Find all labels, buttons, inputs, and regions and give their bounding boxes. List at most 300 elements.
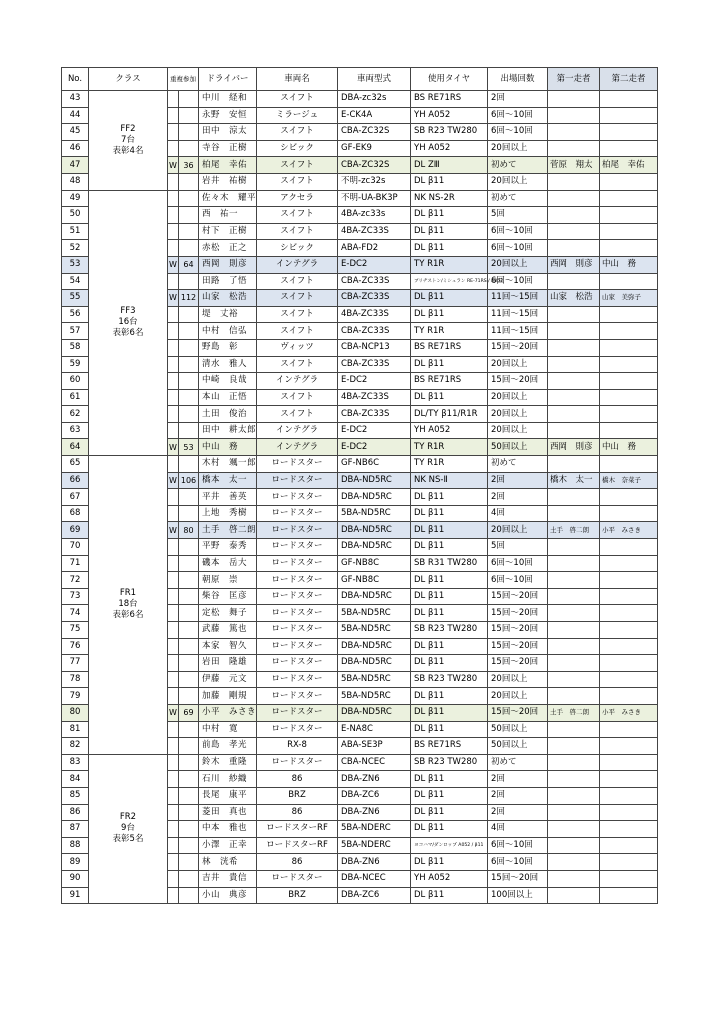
duplicate-number: 53 — [179, 439, 199, 456]
driver-name: 赤松 正之 — [199, 240, 257, 257]
car-model: CBA-NCEC — [338, 754, 411, 771]
car-model: DBA-ZC6 — [338, 787, 411, 804]
header-duplicate-entry: 重複参加 — [168, 68, 199, 91]
second-driver — [600, 655, 658, 672]
car-name: ロードスター — [257, 704, 338, 721]
entry-count: 15回～20回 — [488, 638, 548, 655]
duplicate-flag — [168, 190, 179, 207]
first-driver — [548, 456, 600, 473]
car-name: アクセラ — [257, 190, 338, 207]
row-number: 43 — [62, 91, 89, 108]
driver-name: 岩田 隆雄 — [199, 655, 257, 672]
driver-name: 中本 雅也 — [199, 821, 257, 838]
duplicate-flag — [168, 107, 179, 124]
row-number: 73 — [62, 588, 89, 605]
duplicate-number — [179, 207, 199, 224]
car-model: ABA-FD2 — [338, 240, 411, 257]
entry-count: 20回以上 — [488, 422, 548, 439]
tire: TY R1R — [411, 323, 488, 340]
driver-name: 山家 松浩 — [199, 290, 257, 307]
row-number: 66 — [62, 472, 89, 489]
duplicate-flag: W — [168, 256, 179, 273]
driver-name: 田中 耕太郎 — [199, 422, 257, 439]
entry-count: 5回 — [488, 207, 548, 224]
duplicate-flag — [168, 389, 179, 406]
driver-name: 柴谷 匡彦 — [199, 588, 257, 605]
duplicate-flag: W — [168, 290, 179, 307]
car-model: DBA-ND5RC — [338, 489, 411, 506]
duplicate-flag — [168, 622, 179, 639]
entry-count: 20回以上 — [488, 140, 548, 157]
duplicate-number: 36 — [179, 157, 199, 174]
duplicate-flag: W — [168, 472, 179, 489]
row-number: 75 — [62, 622, 89, 639]
first-driver — [548, 655, 600, 672]
duplicate-number — [179, 91, 199, 108]
row-number: 80 — [62, 704, 89, 721]
duplicate-flag — [168, 837, 179, 854]
tire: DL β11 — [411, 605, 488, 622]
class-label-line: FF3 — [120, 306, 136, 317]
car-name: ミラージュ — [257, 107, 338, 124]
tire: DL β11 — [411, 539, 488, 556]
row-number: 68 — [62, 505, 89, 522]
second-driver: 小平 みさき — [600, 704, 658, 721]
duplicate-flag — [168, 754, 179, 771]
duplicate-number — [179, 124, 199, 141]
first-driver: 土手 啓二朗 — [548, 522, 600, 539]
car-name: 86 — [257, 804, 338, 821]
tire: DL β11 — [411, 887, 488, 904]
car-model: CBA-ZC33S — [338, 273, 411, 290]
first-driver — [548, 223, 600, 240]
row-number: 44 — [62, 107, 89, 124]
car-model: 4BA-ZC33S — [338, 389, 411, 406]
first-driver — [548, 821, 600, 838]
car-name: BRZ — [257, 887, 338, 904]
driver-name: 小澤 正幸 — [199, 837, 257, 854]
entry-count: 6回～10回 — [488, 223, 548, 240]
row-number: 64 — [62, 439, 89, 456]
entry-count: 15回～20回 — [488, 870, 548, 887]
entry-count: 6回～10回 — [488, 273, 548, 290]
first-driver — [548, 124, 600, 141]
entry-count: 4回 — [488, 821, 548, 838]
car-model: DBA-ZN6 — [338, 771, 411, 788]
duplicate-number: 112 — [179, 290, 199, 307]
duplicate-flag — [168, 721, 179, 738]
row-number: 76 — [62, 638, 89, 655]
header-tire: 使用タイヤ — [411, 68, 488, 91]
car-model: GF-NB8C — [338, 555, 411, 572]
tire: BS RE71RS — [411, 339, 488, 356]
header-car-model: 車両型式 — [338, 68, 411, 91]
driver-name: 中村 信弘 — [199, 323, 257, 340]
car-name: ロードスター — [257, 622, 338, 639]
car-name: シビック — [257, 140, 338, 157]
second-driver — [600, 173, 658, 190]
car-name: スイフト — [257, 290, 338, 307]
car-model: DBA-ND5RC — [338, 588, 411, 605]
tire: SB R23 TW280 — [411, 671, 488, 688]
tire: DL ZⅢ — [411, 157, 488, 174]
car-model: DBA-ND5RC — [338, 704, 411, 721]
car-name: スイフト — [257, 124, 338, 141]
entry-count: 2回 — [488, 787, 548, 804]
second-driver — [600, 787, 658, 804]
first-driver — [548, 605, 600, 622]
tire: DL β11 — [411, 787, 488, 804]
entry-count: 15回～20回 — [488, 704, 548, 721]
header-entry-count: 出場回数 — [488, 68, 548, 91]
driver-name: 本家 智久 — [199, 638, 257, 655]
driver-name: 伊藤 元文 — [199, 671, 257, 688]
header-no: No. — [62, 68, 89, 91]
duplicate-number — [179, 273, 199, 290]
second-driver — [600, 323, 658, 340]
car-model: E-DC2 — [338, 439, 411, 456]
entry-count: 20回以上 — [488, 389, 548, 406]
row-number: 55 — [62, 290, 89, 307]
first-driver — [548, 539, 600, 556]
car-name: スイフト — [257, 306, 338, 323]
second-driver — [600, 721, 658, 738]
first-driver — [548, 638, 600, 655]
entry-count: 100回以上 — [488, 887, 548, 904]
header-car-name: 車両名 — [257, 68, 338, 91]
class-label-line: FR2 — [119, 812, 137, 823]
second-driver — [600, 638, 658, 655]
table-row — [62, 456, 658, 473]
first-driver — [548, 373, 600, 390]
first-driver — [548, 804, 600, 821]
tire: DL β11 — [411, 821, 488, 838]
car-model: E-DC2 — [338, 256, 411, 273]
duplicate-number — [179, 389, 199, 406]
car-model: DBA-ZC6 — [338, 887, 411, 904]
duplicate-flag — [168, 671, 179, 688]
row-number: 51 — [62, 223, 89, 240]
row-number: 63 — [62, 422, 89, 439]
first-driver — [548, 306, 600, 323]
duplicate-flag — [168, 207, 179, 224]
second-driver — [600, 124, 658, 141]
driver-name: 中村 寛 — [199, 721, 257, 738]
row-number: 71 — [62, 555, 89, 572]
duplicate-number — [179, 854, 199, 871]
header-driver: ドライバー — [199, 68, 257, 91]
second-driver: 中山 務 — [600, 439, 658, 456]
duplicate-flag — [168, 688, 179, 705]
duplicate-flag — [168, 738, 179, 755]
second-driver — [600, 373, 658, 390]
first-driver: 西岡 則彦 — [548, 256, 600, 273]
car-name: ロードスター — [257, 539, 338, 556]
tire: YH A052 — [411, 422, 488, 439]
driver-name: 村下 正樹 — [199, 223, 257, 240]
driver-name: 佐々木 耀平 — [199, 190, 257, 207]
first-driver — [548, 572, 600, 589]
duplicate-number — [179, 688, 199, 705]
duplicate-number — [179, 588, 199, 605]
duplicate-flag — [168, 124, 179, 141]
duplicate-flag — [168, 273, 179, 290]
car-name: インテグラ — [257, 373, 338, 390]
row-number: 52 — [62, 240, 89, 257]
duplicate-number — [179, 821, 199, 838]
car-model: DBA-ND5RC — [338, 522, 411, 539]
car-model: E-DC2 — [338, 373, 411, 390]
duplicate-number — [179, 356, 199, 373]
car-name: ヴィッツ — [257, 339, 338, 356]
row-number: 67 — [62, 489, 89, 506]
row-number: 54 — [62, 273, 89, 290]
car-name: ロードスター — [257, 505, 338, 522]
duplicate-flag — [168, 140, 179, 157]
duplicate-flag — [168, 489, 179, 506]
second-driver — [600, 91, 658, 108]
car-name: ロードスター — [257, 688, 338, 705]
driver-name: 田路 了悟 — [199, 273, 257, 290]
class-label-line: 表彰6名 — [112, 328, 144, 339]
row-number: 57 — [62, 323, 89, 340]
entry-count: 初めて — [488, 190, 548, 207]
row-number: 86 — [62, 804, 89, 821]
entry-count: 2回 — [488, 804, 548, 821]
duplicate-number — [179, 622, 199, 639]
car-model: 不明-zc32s — [338, 173, 411, 190]
row-number: 70 — [62, 539, 89, 556]
entry-count: 2回 — [488, 472, 548, 489]
car-name: シビック — [257, 240, 338, 257]
tire: ヨコハマ/ダンロップ A052 / β11 — [411, 837, 488, 854]
class-label-line: 9台 — [121, 823, 135, 834]
car-name: スイフト — [257, 207, 338, 224]
car-name: スイフト — [257, 356, 338, 373]
second-driver — [600, 190, 658, 207]
entry-count: 6回～10回 — [488, 124, 548, 141]
entry-count: 50回以上 — [488, 439, 548, 456]
row-number: 53 — [62, 256, 89, 273]
row-number: 82 — [62, 738, 89, 755]
car-name: ロードスター — [257, 721, 338, 738]
entry-count: 15回～20回 — [488, 373, 548, 390]
tire: BS RE71RS — [411, 738, 488, 755]
tire: DL β11 — [411, 638, 488, 655]
duplicate-number — [179, 655, 199, 672]
tire: NK NS-2R — [411, 190, 488, 207]
car-name: ロードスター — [257, 572, 338, 589]
duplicate-number — [179, 754, 199, 771]
duplicate-flag — [168, 373, 179, 390]
car-model: 5BA-ND5RC — [338, 622, 411, 639]
row-number: 79 — [62, 688, 89, 705]
entry-count: 4回 — [488, 505, 548, 522]
driver-name: 平野 泰秀 — [199, 539, 257, 556]
car-name: ロードスター — [257, 605, 338, 622]
class-label-line: 7台 — [121, 134, 135, 145]
second-driver — [600, 771, 658, 788]
car-model: 4BA-ZC33S — [338, 223, 411, 240]
entry-count: 11回～15回 — [488, 306, 548, 323]
duplicate-number — [179, 638, 199, 655]
car-model: ABA-SE3P — [338, 738, 411, 755]
tire: DL β11 — [411, 771, 488, 788]
entry-count: 2回 — [488, 771, 548, 788]
duplicate-number — [179, 240, 199, 257]
tire: DL β11 — [411, 223, 488, 240]
driver-name: 野島 彰 — [199, 339, 257, 356]
tire: DL/TY β11/R1R — [411, 406, 488, 423]
first-driver — [548, 854, 600, 871]
first-driver — [548, 323, 600, 340]
entry-count: 6回～10回 — [488, 107, 548, 124]
driver-name: 堤 丈裕 — [199, 306, 257, 323]
entry-count: 20回以上 — [488, 356, 548, 373]
row-number: 60 — [62, 373, 89, 390]
entry-count: 初めて — [488, 754, 548, 771]
first-driver: 菅原 翔太 — [548, 157, 600, 174]
entry-list-table — [61, 67, 658, 904]
duplicate-number — [179, 671, 199, 688]
entry-count: 初めて — [488, 157, 548, 174]
row-number: 88 — [62, 837, 89, 854]
first-driver — [548, 555, 600, 572]
tire: TY R1R — [411, 439, 488, 456]
first-driver: 山家 松浩 — [548, 290, 600, 307]
tire: TY R1R — [411, 256, 488, 273]
entry-count: 15回～20回 — [488, 605, 548, 622]
driver-name: 前島 孝光 — [199, 738, 257, 755]
class-label-line: 表彰5名 — [112, 834, 144, 845]
second-driver — [600, 456, 658, 473]
tire: DL β11 — [411, 290, 488, 307]
tire: DL β11 — [411, 356, 488, 373]
entry-count: 2回 — [488, 91, 548, 108]
table-row — [62, 91, 658, 108]
first-driver — [548, 837, 600, 854]
entry-count: 20回以上 — [488, 671, 548, 688]
duplicate-number — [179, 140, 199, 157]
car-model: CBA-ZC33S — [338, 323, 411, 340]
car-name: ロードスターRF — [257, 821, 338, 838]
duplicate-number — [179, 804, 199, 821]
driver-name: 上地 秀樹 — [199, 505, 257, 522]
second-driver — [600, 505, 658, 522]
car-name: ロードスター — [257, 456, 338, 473]
car-name: RX-8 — [257, 738, 338, 755]
duplicate-flag — [168, 306, 179, 323]
car-name: ロードスター — [257, 870, 338, 887]
car-model: E-CK4A — [338, 107, 411, 124]
driver-name: 西 祐一 — [199, 207, 257, 224]
entry-count: 20回以上 — [488, 173, 548, 190]
car-model: 5BA-ND5RC — [338, 605, 411, 622]
duplicate-flag — [168, 655, 179, 672]
first-driver — [548, 240, 600, 257]
car-name: ロードスター — [257, 588, 338, 605]
first-driver — [548, 738, 600, 755]
tire: SB R23 TW280 — [411, 754, 488, 771]
driver-name: 鈴木 重隆 — [199, 754, 257, 771]
row-number: 78 — [62, 671, 89, 688]
car-name: ロードスター — [257, 754, 338, 771]
duplicate-number — [179, 555, 199, 572]
first-driver — [548, 190, 600, 207]
driver-name: 橋本 太一 — [199, 472, 257, 489]
driver-name: 土田 俊治 — [199, 406, 257, 423]
first-driver — [548, 505, 600, 522]
car-name: ロードスター — [257, 671, 338, 688]
driver-name: 小平 みさき — [199, 704, 257, 721]
entry-count: 6回～10回 — [488, 572, 548, 589]
first-driver — [548, 870, 600, 887]
class-label-line: 表彰6名 — [112, 610, 144, 621]
driver-name: 加藤 剛規 — [199, 688, 257, 705]
row-number: 72 — [62, 572, 89, 589]
second-driver — [600, 572, 658, 589]
duplicate-number — [179, 107, 199, 124]
row-number: 62 — [62, 406, 89, 423]
car-name: ロードスター — [257, 489, 338, 506]
duplicate-number — [179, 505, 199, 522]
tire: DL β11 — [411, 572, 488, 589]
tire: SB R23 TW280 — [411, 124, 488, 141]
duplicate-flag — [168, 323, 179, 340]
duplicate-flag: W — [168, 439, 179, 456]
tire: DL β11 — [411, 588, 488, 605]
duplicate-flag — [168, 572, 179, 589]
first-driver — [548, 489, 600, 506]
first-driver — [548, 273, 600, 290]
entry-count: 6回～10回 — [488, 555, 548, 572]
tire: DL β11 — [411, 854, 488, 871]
second-driver — [600, 754, 658, 771]
row-number: 45 — [62, 124, 89, 141]
car-model: GF-EK9 — [338, 140, 411, 157]
row-number: 65 — [62, 456, 89, 473]
tire: DL β11 — [411, 522, 488, 539]
driver-name: 清水 雅人 — [199, 356, 257, 373]
second-driver — [600, 107, 658, 124]
duplicate-number — [179, 787, 199, 804]
first-driver — [548, 771, 600, 788]
first-driver — [548, 356, 600, 373]
second-driver — [600, 887, 658, 904]
car-name: スイフト — [257, 91, 338, 108]
second-driver — [600, 240, 658, 257]
duplicate-flag: W — [168, 522, 179, 539]
duplicate-flag — [168, 771, 179, 788]
header-second-driver: 第二走者 — [600, 68, 658, 91]
row-number: 84 — [62, 771, 89, 788]
entry-count: 5回 — [488, 539, 548, 556]
second-driver — [600, 339, 658, 356]
duplicate-number — [179, 489, 199, 506]
entry-count: 50回以上 — [488, 738, 548, 755]
duplicate-number: 106 — [179, 472, 199, 489]
duplicate-flag — [168, 787, 179, 804]
duplicate-flag — [168, 91, 179, 108]
duplicate-flag — [168, 356, 179, 373]
tire: DL β11 — [411, 240, 488, 257]
duplicate-number: 80 — [179, 522, 199, 539]
second-driver — [600, 854, 658, 871]
car-model: DBA-ND5RC — [338, 655, 411, 672]
duplicate-number — [179, 339, 199, 356]
driver-name: 定松 舞子 — [199, 605, 257, 622]
tire: DL β11 — [411, 207, 488, 224]
